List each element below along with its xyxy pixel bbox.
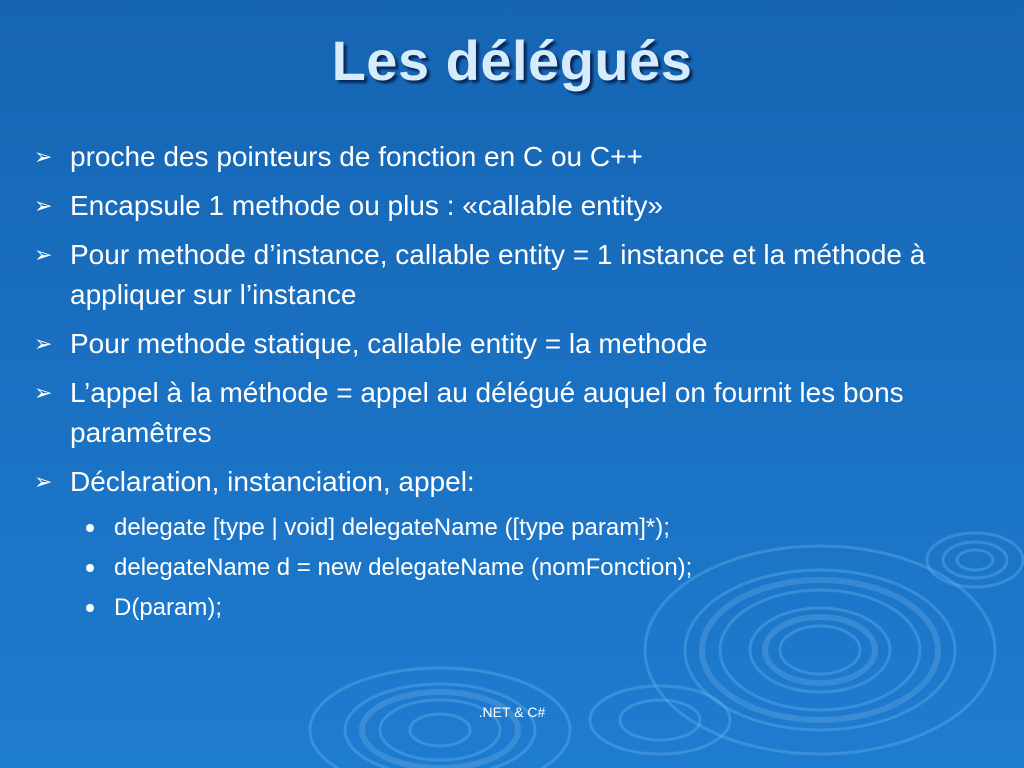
slide-title: Les délégués [331, 29, 693, 92]
bullet-item [30, 186, 990, 226]
arrowhead-icon: ➢ [34, 469, 53, 494]
arrowhead-icon: ➢ [34, 331, 53, 356]
sub-bullet-text: delegate [type | void] delegateName ([type param]*); [114, 514, 670, 541]
bullet-text: Pour methode d’instance, callable entity = 1 instance et la méthode à appliquer sur l’instance [70, 239, 926, 310]
arrowhead-icon: ➢ [34, 193, 53, 218]
sub-bullet-item [30, 591, 990, 625]
bullet-text: Encapsule 1 methode ou plus : «callable entity» [70, 190, 664, 221]
arrowhead-icon: ➢ [34, 380, 53, 405]
bullet-item [30, 235, 990, 315]
sub-bullet-text: D(param); [114, 594, 223, 621]
sub-bullet-text: delegateName d = new delegateName (nomFonction); [114, 554, 693, 581]
bullet-text: proche des pointeurs de fonction en C ou C++ [70, 141, 643, 172]
sub-bullet-item [30, 551, 990, 585]
round-dot-icon [86, 524, 94, 532]
arrowhead-icon: ➢ [34, 242, 53, 267]
bullet-text: Pour methode statique, callable entity = la methode [70, 328, 708, 359]
slide-footer: .NET & C# [478, 704, 546, 720]
round-dot-icon [86, 564, 94, 572]
bullet-text: L’appel à la méthode = appel au délégué auquel on fournit les bons paramêtres [70, 377, 904, 448]
arrowhead-icon: ➢ [34, 144, 53, 169]
bullet-item [30, 137, 990, 177]
sub-bullet-item [30, 511, 990, 545]
bullet-item [30, 462, 990, 502]
round-dot-icon [86, 604, 94, 612]
bullet-item [30, 324, 990, 364]
bullet-text: Déclaration, instanciation, appel: [70, 466, 475, 497]
bullet-item [30, 373, 990, 453]
bullet-list [30, 137, 990, 631]
